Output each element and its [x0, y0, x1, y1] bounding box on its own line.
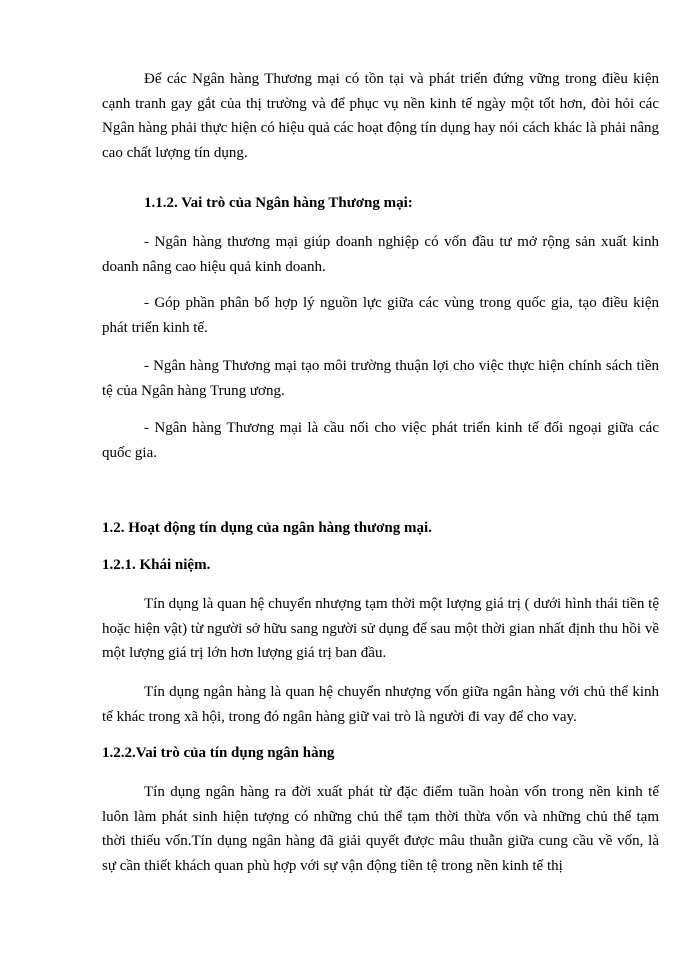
- heading-1-2: 1.2. Hoạt động tín dụng của ngân hàng thương mại.: [102, 520, 432, 536]
- bank-credit-paragraph: Tín dụng ngân hàng là quan hệ chuyển nhượng vốn giữa ngân hàng với chủ thể kinh tế khác trong xã hội, trong đó ngân hàng giữ vai trò là người đi vay để cho vay.: [102, 684, 659, 725]
- role-item-3: - Ngân hàng Thương mại tạo môi trường thuận lợi cho việc thực hiện chính sách tiền tệ của Ngân hàng Trung ương.: [102, 358, 659, 399]
- role-item-4: - Ngân hàng Thương mại là cầu nối cho việc phát triển kinh tế đối ngoại giữa các quốc gia.: [102, 420, 659, 461]
- heading-1-2-1: 1.2.1. Khái niệm.: [102, 557, 211, 573]
- role-item-1: - Ngân hàng thương mại giúp doanh nghiệp có vốn đầu tư mở rộng sản xuất kinh doanh nâng cao hiệu quả kinh doanh.: [102, 234, 659, 275]
- intro-paragraph: Để các Ngân hàng Thương mại có tồn tại và phát triển đứng vững trong điều kiện cạnh tranh gay gắt của thị trường và để phục vụ nền kinh tế ngày một tốt hơn, đòi hỏi các Ngân hàng phải thực hiện có hiệu quả các hoạt động tín dụng hay nói cách khác là phải nâng cao chất lượng tín dụng.: [102, 71, 659, 161]
- heading-1-2-2: 1.2.2.Vai trò của tín dụng ngân hàng: [102, 745, 335, 761]
- credit-definition-paragraph: Tín dụng là quan hệ chuyển nhượng tạm thời một lượng giá trị ( dưới hình thái tiền tệ hoặc hiện vật) từ người sở hữu sang người sử dụng để sau một thời gian nhất định thu hồi về một lượng giá trị lớn hơn lượng giá trị ban đầu.: [102, 596, 659, 661]
- heading-1-1-2: 1.1.2. Vai trò của Ngân hàng Thương mại:: [144, 195, 413, 211]
- bank-credit-role-paragraph: Tín dụng ngân hàng ra đời xuất phát từ đặc điểm tuần hoàn vốn trong nền kinh tế luôn làm phát sinh hiện tượng có những chủ thể tạm thời thừa vốn và những chủ thể tạm thời thiếu vốn.Tín dụng ngân hàng đã giải quyết được mâu thuẫn giữa cung cầu về vốn, là sự cần thiết khách quan phù hợp với sự vận động tiền tệ trong nền kinh tế thị: [102, 784, 659, 874]
- role-item-2: - Góp phần phân bố hợp lý nguồn lực giữa các vùng trong quốc gia, tạo điều kiện phát triển kinh tế.: [102, 295, 659, 336]
